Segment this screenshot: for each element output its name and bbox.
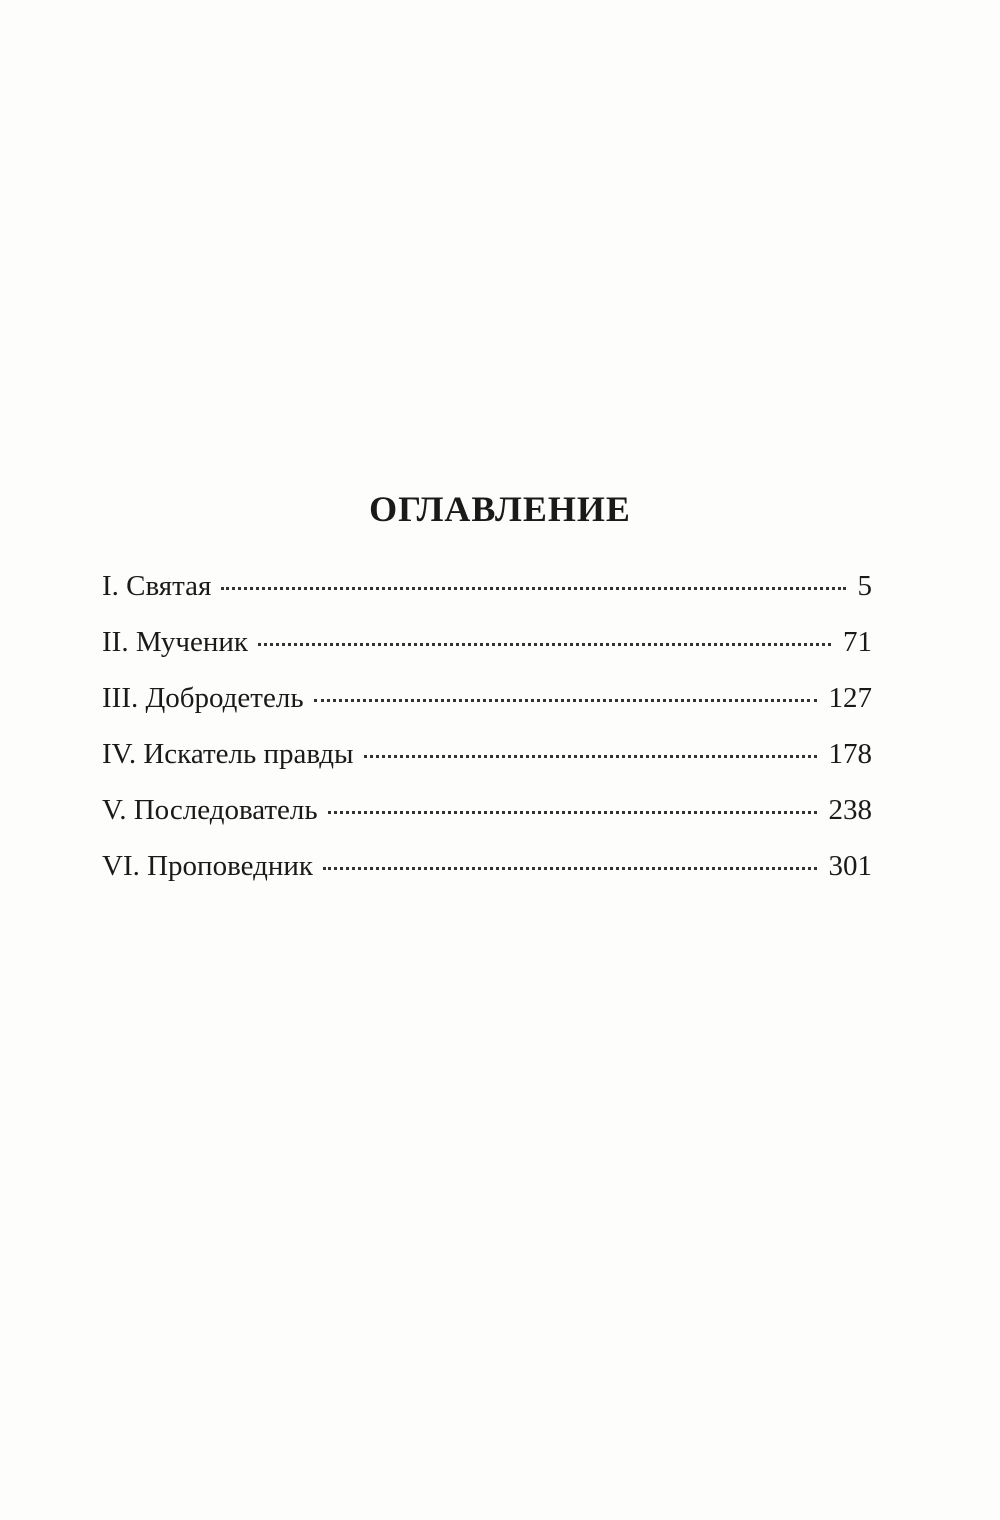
dot-leader: [364, 755, 817, 758]
toc-entry-1: [102, 570, 872, 626]
toc-entry-2: [102, 626, 872, 682]
toc-entry-5: [102, 794, 872, 850]
dot-leader: [323, 867, 817, 870]
toc-entry-label: III. Добродетель: [102, 682, 304, 714]
toc-entry-label: II. Мученик: [102, 626, 248, 658]
toc-entry-page: 238: [828, 794, 872, 826]
toc-entry-page: 5: [857, 570, 872, 602]
dot-leader: [258, 643, 831, 646]
dot-leader: [221, 587, 845, 590]
toc-entry-6: [102, 850, 872, 906]
dot-leader: [328, 811, 817, 814]
toc-entry-page: 178: [828, 738, 872, 770]
toc-entry-page: 301: [828, 850, 872, 882]
toc-title: ОГЛАВЛЕНИЕ: [369, 489, 631, 529]
toc-entry-label: V. Последователь: [102, 794, 318, 826]
toc-entry-label: VI. Проповедник: [102, 850, 313, 882]
table-of-contents: [102, 570, 872, 906]
toc-entry-page: 127: [828, 682, 872, 714]
dot-leader: [314, 699, 817, 702]
toc-entry-4: [102, 738, 872, 794]
toc-entry-page: 71: [843, 626, 872, 658]
toc-entry-3: [102, 682, 872, 738]
toc-entry-label: IV. Искатель правды: [102, 738, 354, 770]
toc-entry-label: I. Святая: [102, 570, 212, 602]
